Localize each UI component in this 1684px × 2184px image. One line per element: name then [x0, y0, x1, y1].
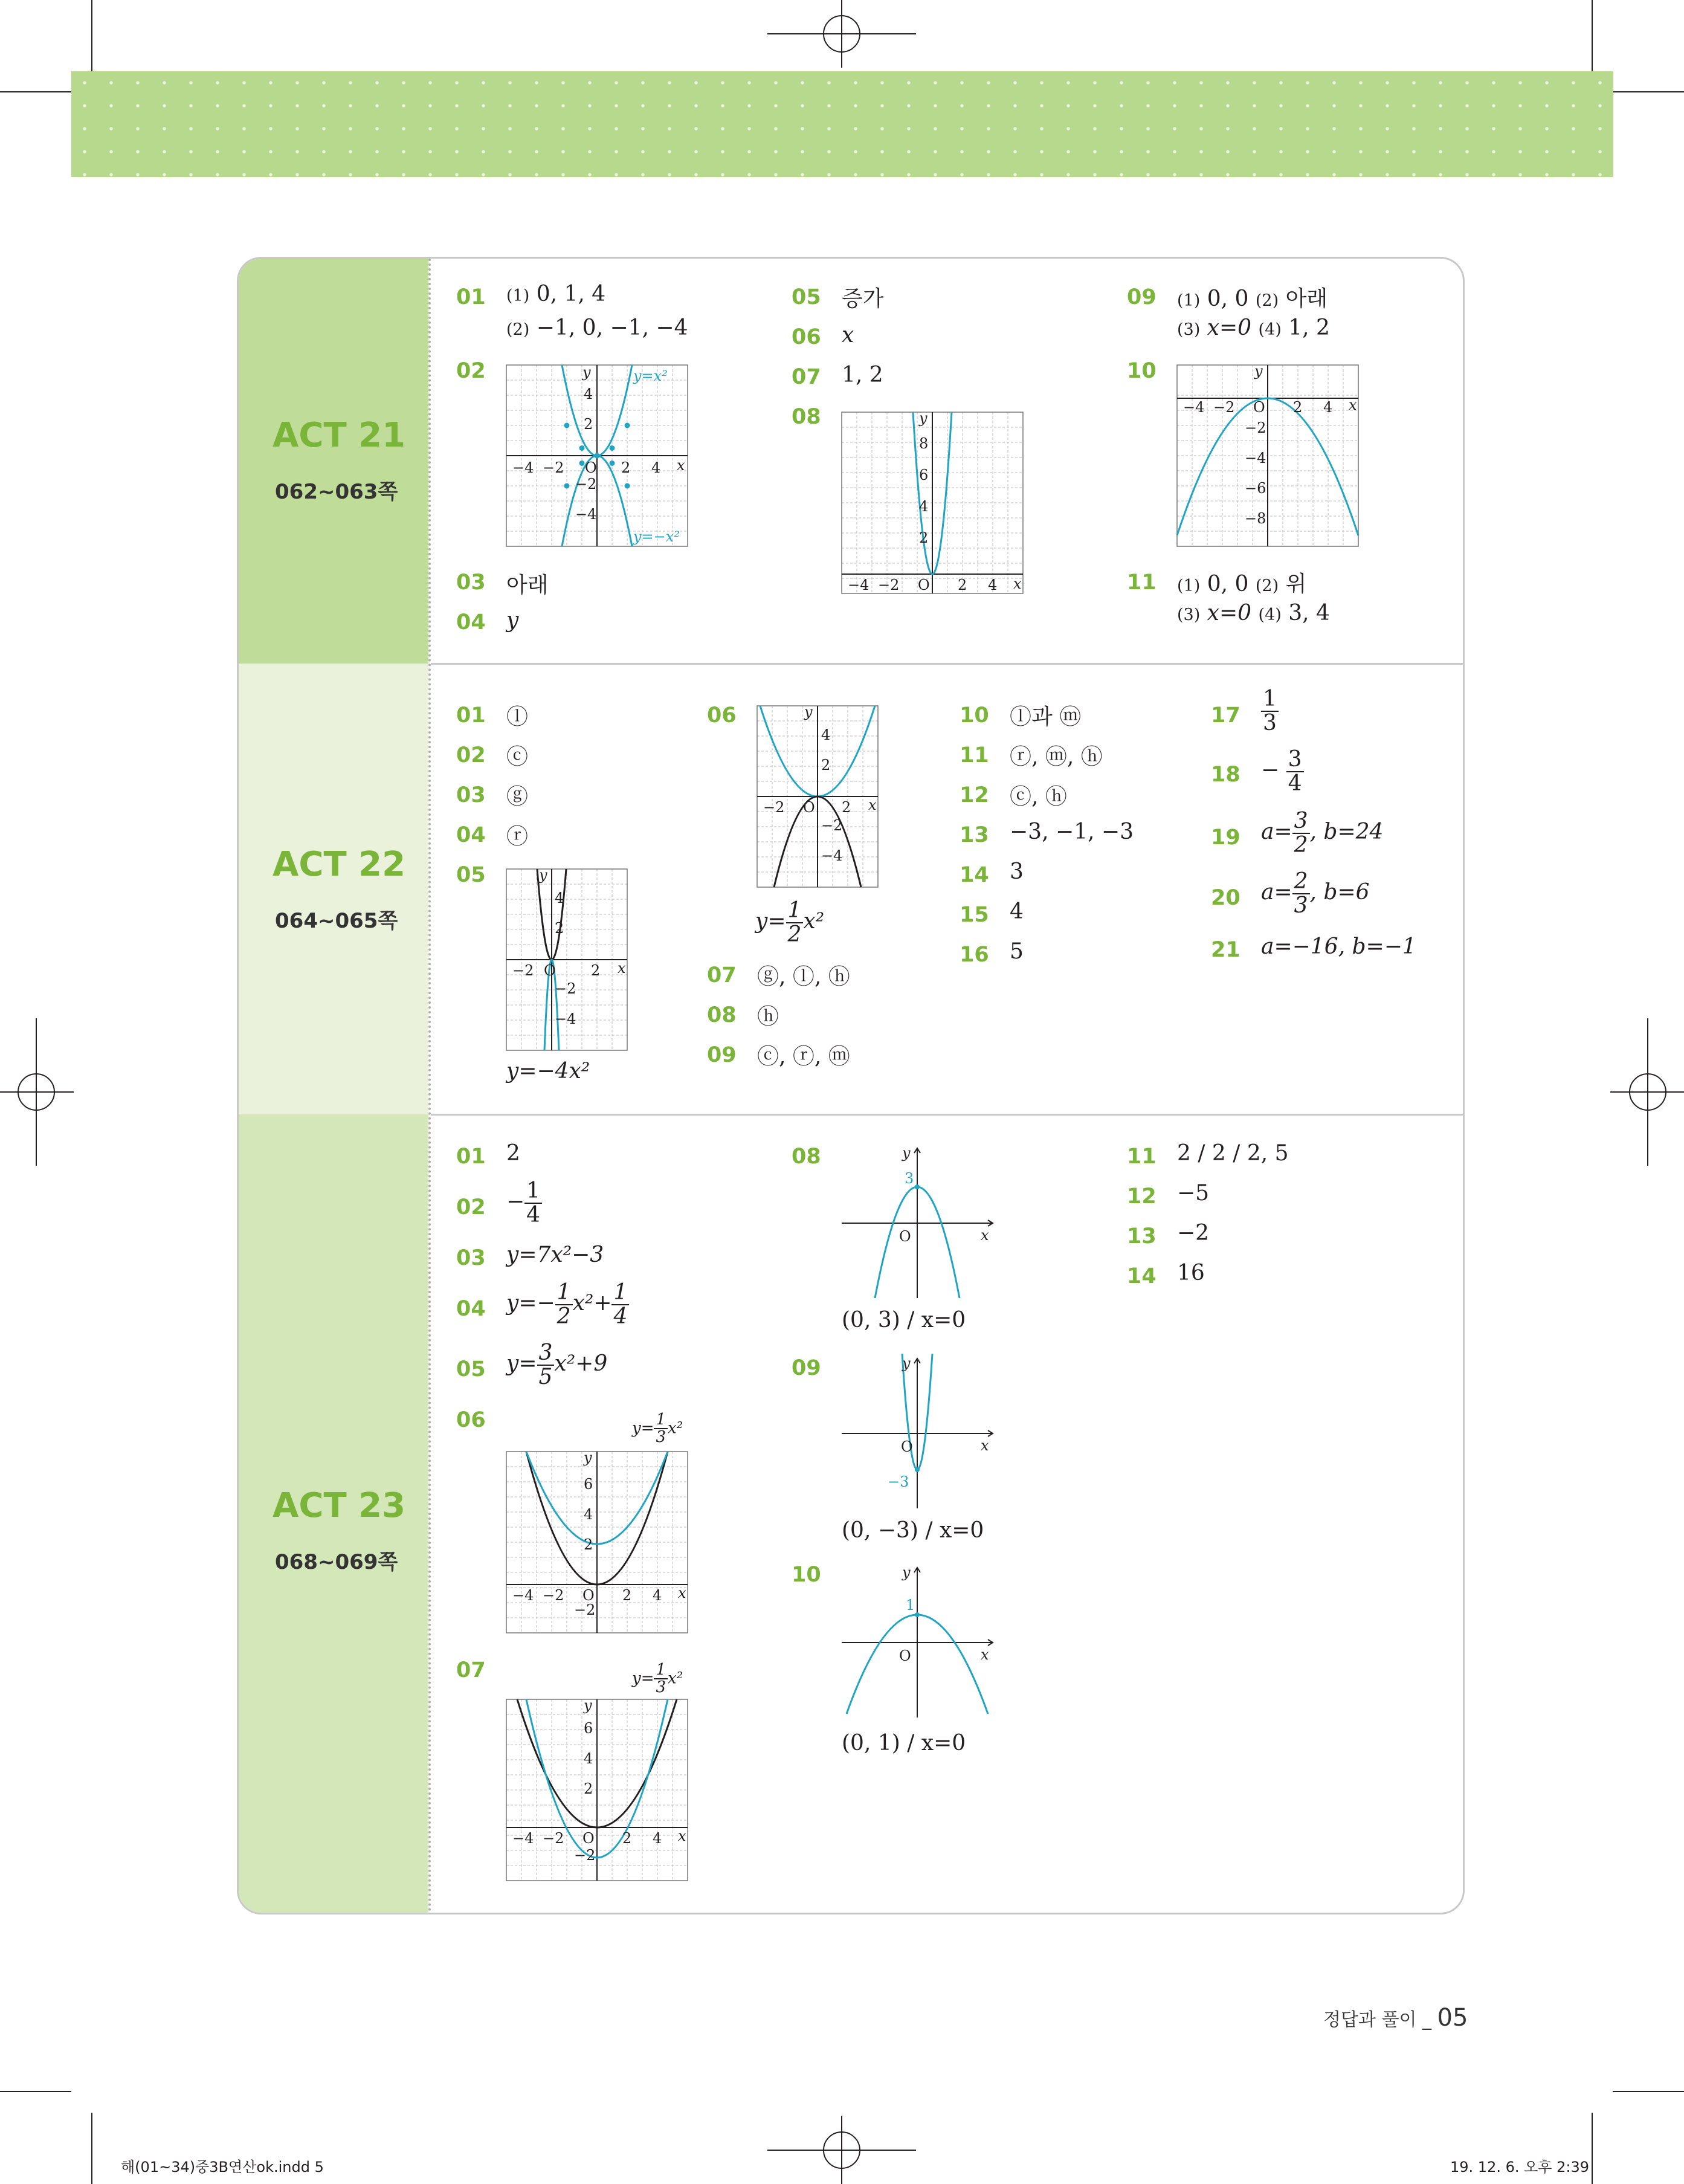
q-number: 02: [456, 1195, 486, 1220]
svg-text:8: 8: [919, 435, 929, 452]
svg-text:4: 4: [555, 890, 564, 906]
q-number: 15: [960, 903, 989, 927]
svg-text:2: 2: [584, 416, 593, 433]
svg-text:x: x: [678, 1585, 686, 1601]
act21-label-cell: [239, 259, 428, 664]
svg-text:O: O: [899, 1647, 911, 1664]
caption-23-08: (0, 3) / x=0: [842, 1308, 966, 1333]
slug-left: 해(01~34)중3B연산ok.indd 5: [121, 2159, 324, 2176]
vertex-label-23-08: 3: [905, 1170, 914, 1187]
graph-23-07: [506, 1699, 688, 1881]
svg-text:y: y: [902, 1145, 911, 1161]
q-number: 06: [792, 325, 821, 349]
answer-23-02: − $\frac{1}{4}$: [506, 1180, 542, 1227]
answer-01-2: (2) −1, 0, −1, −4: [506, 315, 688, 340]
svg-text:2: 2: [958, 577, 967, 593]
svg-text:x: x: [677, 457, 685, 474]
page-number: 05: [1437, 2004, 1468, 2032]
svg-text:4: 4: [584, 386, 593, 402]
svg-text:−4: −4: [555, 1010, 576, 1027]
svg-text:4: 4: [653, 1587, 662, 1604]
svg-text:x: x: [618, 960, 626, 977]
svg-text:y: y: [539, 867, 547, 884]
svg-text:4: 4: [584, 1750, 593, 1767]
svg-text:O: O: [582, 1587, 595, 1604]
svg-text:−2: −2: [543, 459, 564, 476]
q-number: 13: [1127, 1224, 1157, 1249]
q-number: 11: [960, 743, 989, 767]
svg-text:x: x: [981, 1227, 989, 1244]
graph-23-08: [842, 1143, 999, 1298]
footer-label: 정답과 풀이 _: [1323, 2009, 1437, 2031]
svg-text:−2: −2: [878, 577, 900, 593]
answer-22-21: a=−16, b=−1: [1261, 934, 1416, 959]
label-y-x-squared: y=x²: [633, 367, 668, 384]
svg-text:−2: −2: [555, 980, 576, 997]
act21-title: ACT 21: [273, 416, 406, 455]
answer-23-12: −5: [1177, 1181, 1210, 1206]
svg-text:O: O: [582, 1830, 595, 1847]
svg-text:2: 2: [842, 799, 851, 816]
q-number: 06: [456, 1408, 486, 1432]
act23-pages: 068~069쪽: [275, 1550, 398, 1574]
q-number: 07: [792, 365, 821, 389]
q-number: 06: [707, 703, 737, 728]
svg-text:O: O: [585, 459, 597, 476]
row-divider: [431, 663, 1463, 665]
svg-text:2: 2: [555, 920, 564, 937]
q-number: 05: [456, 863, 486, 887]
answer-22-08: ⓗ: [757, 1004, 779, 1029]
q-number: 10: [1127, 359, 1157, 383]
q-number: 09: [1127, 285, 1157, 309]
q-number: 04: [456, 1297, 486, 1321]
caption-23-09: (0, −3) / x=0: [842, 1518, 984, 1543]
svg-text:y: y: [902, 1355, 911, 1372]
q-number: 12: [960, 783, 989, 807]
answer-23-13: −2: [1177, 1221, 1210, 1245]
svg-text:−2: −2: [1213, 399, 1235, 416]
graph-23-09: [842, 1354, 999, 1508]
svg-text:−4: −4: [848, 577, 869, 593]
svg-text:2: 2: [621, 459, 631, 476]
graph-22-06: [757, 703, 878, 887]
answer-22-03: ⓖ: [506, 784, 529, 809]
answer-22-13: −3, −1, −3: [1010, 819, 1134, 844]
q-number: 01: [456, 285, 486, 309]
answer-22-07: ⓖ, ⓛ, ⓗ: [757, 964, 850, 989]
svg-text:2: 2: [622, 1830, 632, 1847]
svg-text:−2: −2: [821, 817, 843, 834]
label-23-06: y= $\frac{1}{3}$ x²: [632, 1410, 683, 1447]
answer-22-20: a= $\frac{2}{3}$ , b=6: [1261, 869, 1370, 918]
label-y-neg-x-squared: y=−x²: [633, 528, 680, 545]
answer-22-14: 3: [1010, 859, 1024, 884]
graph-21-08: [842, 412, 1023, 593]
q-number: 08: [792, 1145, 821, 1169]
q-number: 11: [1127, 570, 1157, 595]
q-number: 13: [960, 823, 989, 847]
caption-22-06: y= $\frac{1}{2}$ x²: [755, 898, 825, 947]
answer-23-04: y=− $\frac{1}{2}$ x²+ $\frac{1}{4}$: [506, 1281, 629, 1328]
svg-text:2: 2: [584, 1780, 593, 1797]
answer-04: y: [506, 608, 519, 633]
q-number: 14: [1127, 1264, 1157, 1288]
graph-23-10: [842, 1563, 999, 1717]
q-number: 01: [456, 1145, 486, 1169]
q-number: 12: [1127, 1184, 1157, 1209]
act22-label-cell: [239, 664, 428, 1114]
svg-text:4: 4: [584, 1506, 593, 1523]
act22-title: ACT 22: [273, 845, 406, 884]
svg-text:−2: −2: [574, 1601, 596, 1618]
svg-text:y: y: [584, 1449, 592, 1466]
act23-label-cell: [239, 1114, 428, 1913]
svg-text:O: O: [803, 799, 815, 816]
answer-11-line2: (3) x=0 (4) 3, 4: [1177, 601, 1330, 625]
svg-text:−2: −2: [575, 476, 597, 493]
svg-text:O: O: [899, 1228, 911, 1245]
q-number: 03: [456, 1246, 486, 1270]
q-number: 07: [707, 963, 737, 987]
answer-22-17: $\frac{1}{3}$: [1261, 688, 1279, 735]
answer-09-line2: (3) x=0 (4) 1, 2: [1177, 315, 1330, 340]
act21-pages: 062~063쪽: [275, 480, 398, 504]
answer-22-15: 4: [1010, 899, 1024, 924]
svg-text:O: O: [1253, 399, 1265, 416]
answer-22-09: ⓒ, ⓡ, ⓜ: [757, 1044, 850, 1069]
svg-text:O: O: [918, 577, 930, 593]
svg-text:−2: −2: [543, 1587, 564, 1604]
svg-text:−6: −6: [1245, 480, 1266, 497]
answer-22-01: ⓛ: [506, 705, 529, 729]
answer-07: 1, 2: [842, 363, 883, 387]
q-number: 04: [456, 823, 486, 847]
svg-text:y: y: [582, 364, 591, 381]
q-number: 19: [1211, 825, 1240, 850]
svg-text:x: x: [1013, 575, 1022, 592]
row-divider: [431, 1114, 1463, 1116]
dotted-divider: [428, 259, 431, 1913]
answer-01-1: (1) 0, 1, 4: [506, 282, 606, 306]
label-23-07: y= $\frac{1}{3}$ x²: [632, 1661, 683, 1697]
q-number: 09: [707, 1043, 737, 1067]
svg-text:−2: −2: [763, 799, 785, 816]
q-number: 18: [1211, 763, 1240, 787]
q-number: 04: [456, 610, 486, 635]
svg-text:−2: −2: [512, 962, 534, 979]
act23-title: ACT 23: [273, 1486, 406, 1525]
svg-text:y: y: [902, 1564, 911, 1581]
svg-text:−2: −2: [574, 1847, 596, 1864]
answer-22-19: a= $\frac{3}{2}$ , b=24: [1261, 809, 1384, 858]
page-footer: [1323, 2004, 1468, 2032]
svg-text:4: 4: [919, 498, 929, 515]
q-number: 07: [456, 1658, 486, 1682]
graph-22-05: [506, 869, 627, 1050]
svg-text:4: 4: [653, 1830, 662, 1847]
answer-23-05: y= $\frac{3}{5}$ x²+9: [506, 1340, 608, 1389]
q-number: 11: [1127, 1145, 1157, 1169]
svg-text:O: O: [544, 962, 556, 979]
svg-text:6: 6: [919, 467, 929, 483]
q-number: 21: [1211, 938, 1240, 962]
svg-text:O: O: [901, 1438, 913, 1455]
svg-text:−4: −4: [512, 1587, 534, 1604]
svg-text:y: y: [1254, 363, 1263, 380]
answer-22-10: ⓛ과 ⓜ: [1010, 705, 1082, 729]
svg-text:−4: −4: [1183, 399, 1205, 416]
q-number: 02: [456, 359, 486, 383]
svg-text:2: 2: [919, 529, 929, 546]
svg-text:2: 2: [1293, 399, 1303, 416]
q-number: 10: [792, 1563, 821, 1587]
answer-03: 아래: [506, 573, 549, 598]
vertex-label-23-09: −3: [888, 1473, 909, 1490]
svg-text:−4: −4: [575, 506, 597, 523]
q-number: 10: [960, 703, 989, 728]
slug-right: 19. 12. 6. 오후 2:39: [1450, 2159, 1590, 2176]
svg-text:4: 4: [651, 459, 661, 476]
q-number: 17: [1211, 703, 1240, 728]
answer-22-02: ⓒ: [506, 745, 529, 769]
graph-23-06: [506, 1449, 688, 1633]
q-number: 08: [792, 405, 821, 429]
answer-23-03: y=7x²−3: [506, 1242, 604, 1267]
svg-text:2: 2: [821, 757, 831, 774]
caption-22-05: y=−4x²: [506, 1059, 590, 1084]
svg-text:2: 2: [591, 962, 601, 979]
answer-23-01: 2: [506, 1141, 520, 1166]
svg-text:2: 2: [584, 1536, 593, 1553]
svg-text:−4: −4: [512, 1830, 534, 1847]
answer-09-line1: (1) 0, 0 (2) 아래: [1177, 286, 1328, 311]
svg-text:y: y: [804, 703, 813, 720]
answer-23-11: 2 / 2 / 2, 5: [1177, 1141, 1289, 1166]
q-number: 16: [960, 943, 989, 967]
svg-text:−4: −4: [821, 847, 843, 864]
q-number: 03: [456, 570, 486, 595]
svg-text:−2: −2: [543, 1830, 564, 1847]
answer-05: 증가: [842, 286, 884, 311]
answer-22-12: ⓒ, ⓗ: [1010, 784, 1067, 809]
answer-22-11: ⓡ, ⓜ, ⓗ: [1010, 745, 1103, 769]
vertex-label-23-10: 1: [906, 1597, 915, 1614]
svg-text:−4: −4: [512, 459, 534, 476]
answer-23-14: 16: [1177, 1261, 1205, 1285]
svg-text:−4: −4: [1245, 450, 1266, 467]
svg-text:x: x: [1349, 396, 1357, 413]
svg-text:4: 4: [1323, 399, 1333, 416]
q-number: 20: [1211, 886, 1240, 910]
svg-text:x: x: [981, 1646, 989, 1663]
svg-text:6: 6: [584, 1720, 593, 1737]
svg-text:−8: −8: [1245, 510, 1266, 527]
header-banner: [71, 71, 1613, 177]
graph-21-10: [1177, 365, 1358, 546]
answer-22-18: − $\frac{3}{4}$: [1261, 748, 1304, 795]
caption-23-10: (0, 1) / x=0: [842, 1731, 966, 1756]
answer-06: x: [842, 323, 854, 347]
svg-text:y: y: [584, 1697, 592, 1714]
svg-text:x: x: [981, 1437, 989, 1454]
q-number: 14: [960, 863, 989, 887]
q-number: 08: [707, 1003, 737, 1027]
svg-text:2: 2: [622, 1587, 632, 1604]
svg-text:y: y: [919, 410, 927, 427]
svg-text:6: 6: [584, 1476, 593, 1493]
q-number: 03: [456, 783, 486, 807]
svg-text:x: x: [678, 1827, 686, 1844]
answer-22-16: 5: [1010, 939, 1024, 964]
svg-text:4: 4: [988, 577, 998, 593]
q-number: 09: [792, 1356, 821, 1380]
act22-pages: 064~065쪽: [275, 909, 398, 933]
q-number: 02: [456, 743, 486, 767]
q-number: 01: [456, 703, 486, 728]
graph-21-02: [506, 365, 688, 546]
answer-11-line1: (1) 0, 0 (2) 위: [1177, 572, 1307, 596]
q-number: 05: [456, 1357, 486, 1381]
svg-text:4: 4: [821, 726, 831, 743]
svg-text:x: x: [868, 796, 877, 813]
q-number: 05: [792, 285, 821, 309]
answer-22-04: ⓡ: [506, 824, 529, 849]
svg-text:−2: −2: [1245, 419, 1266, 436]
